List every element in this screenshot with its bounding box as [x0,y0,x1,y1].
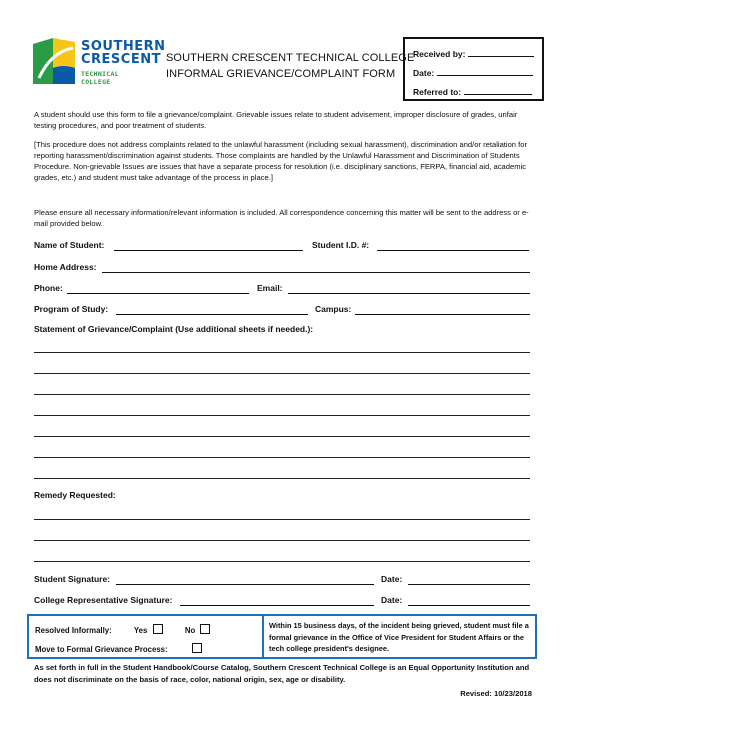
student-date-label: Date: [381,574,403,584]
phone-label: Phone: [34,283,63,293]
remedy-line[interactable] [34,519,530,520]
statement-line[interactable] [34,415,530,416]
received-by-label: Received by: [413,49,466,59]
student-name-line[interactable] [114,250,303,251]
rep-date-line[interactable] [408,605,530,606]
statement-label: Statement of Grievance/Complaint (Use additional sheets if needed.): [34,324,314,334]
campus-line[interactable] [355,314,530,315]
form-title: INFORMAL GRIEVANCE/COMPLAINT FORM [166,68,396,80]
remedy-line[interactable] [34,561,530,562]
revised-date: Revised: 10/23/2018 [460,689,532,698]
logo-text-southern: SOUTHERN [81,39,166,54]
email-label: Email: [257,283,283,293]
home-address-label: Home Address: [34,262,97,272]
no-label: No [184,626,196,635]
office-date-row [413,66,533,78]
equal-opportunity-statement: As set forth in full in the Student Handbook/Course Catalog, Southern Crescent Technical College is an Equal Opportunity Institution and does not discriminate on the basis of race, color, national origin, sex, age or disability. [34,663,530,684]
resolution-box [27,614,537,659]
statement-line[interactable] [34,457,530,458]
formal-grievance-checkbox[interactable] [192,643,202,653]
phone-line[interactable] [67,293,249,294]
statement-line[interactable] [34,373,530,374]
email-line[interactable] [288,293,530,294]
program-line[interactable] [116,314,308,315]
received-by-row [413,47,534,59]
office-use-box [403,37,544,101]
office-date-line[interactable] [437,66,533,76]
student-date-line[interactable] [408,584,530,585]
logo-text-crescent: CRESCENT [81,52,161,67]
student-name-label: Name of Student: [34,240,105,250]
referred-to-line[interactable] [464,85,532,95]
resolved-informally-row [35,624,210,635]
information-paragraph: Please ensure all necessary information/relevant information is included. All correspondence concerning this matter will be sent to the address or e-mail provided below. [34,208,529,228]
received-by-line[interactable] [468,47,534,57]
formal-grievance-row [35,643,202,654]
statement-line[interactable] [34,352,530,353]
formal-grievance-label: Move to Formal Grievance Process: [35,645,168,654]
intro-paragraph: A student should use this form to file a grievance/complaint. Grievable issues relate to student advisement, improper disclosure of grades, unfair testing procedures, and poor treatment of students. [34,110,518,130]
referred-to-row [413,85,532,97]
student-id-line[interactable] [377,250,529,251]
remedy-label: Remedy Requested: [34,490,116,500]
no-checkbox[interactable] [200,624,210,634]
college-title: SOUTHERN CRESCENT TECHNICAL COLLEGE [166,52,415,64]
statement-line[interactable] [34,394,530,395]
resolved-informally-label: Resolved Informally: [35,626,112,635]
logo-mark-icon [33,38,75,84]
program-label: Program of Study: [34,304,109,314]
resolution-divider [262,616,264,657]
statement-line[interactable] [34,478,530,479]
home-address-line[interactable] [102,272,530,273]
yes-label: Yes [133,626,148,635]
student-id-label: Student I.D. #: [312,240,370,250]
rep-date-label: Date: [381,595,403,605]
logo-text-technical-college: TECHNICAL COLLEGE [81,70,119,86]
student-signature-line[interactable] [116,584,374,585]
rep-signature-label: College Representative Signature: [34,595,173,605]
college-logo [33,38,166,86]
remedy-line[interactable] [34,540,530,541]
student-signature-label: Student Signature: [34,574,111,584]
campus-label: Campus: [315,304,352,314]
exclusions-paragraph: [This procedure does not address complaints related to the unlawful harassment (including sexual harassment), discrimination and/or retaliation for reporting harassment/discrimination against students. Those complaints are handled by the Unlawful Harassment and Discrimination of Students Procedure. Non-grievable Issues are issues that have a separate process for resolution (i.e. disciplinary sanctions, FERPA, financial aid, academic grades, etc.) and student must take advantage of the process in place.] [34,140,528,182]
office-date-label: Date: [413,68,435,78]
rep-signature-line[interactable] [180,605,374,606]
yes-checkbox[interactable] [153,624,163,634]
statement-line[interactable] [34,436,530,437]
referred-to-label: Referred to: [413,87,462,97]
formal-grievance-notice: Within 15 business days, of the incident being grieved, student must file a formal grievance in the Office of Vice President for Student Affairs or the tech college president's designee. [269,621,529,653]
